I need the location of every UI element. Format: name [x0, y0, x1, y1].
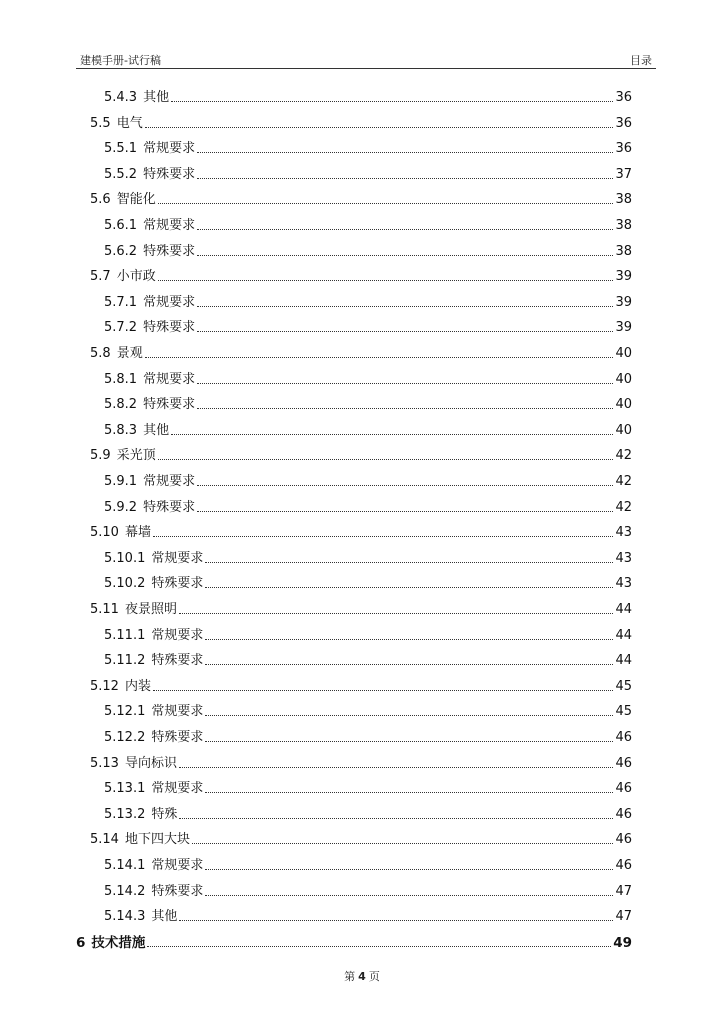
- toc-entry[interactable]: [76, 265, 632, 285]
- toc-entry-title: 采光顶: [116, 448, 156, 464]
- page-header: [76, 50, 656, 68]
- toc-dot-leader: [205, 562, 613, 563]
- toc-entry-title: 常规要求: [143, 218, 196, 233]
- toc-entry-title: 特殊要求: [143, 243, 196, 259]
- toc-entry[interactable]: [76, 598, 632, 618]
- toc-entry-number: 5.12: [90, 678, 119, 694]
- toc-entry-number: 5.8: [90, 346, 111, 361]
- footer-prefix: 第: [344, 970, 356, 983]
- toc-entry-number: 5.13: [90, 755, 119, 771]
- toc-dot-leader: [197, 485, 613, 486]
- toc-entry-number: 5.11: [90, 602, 119, 617]
- toc-dot-leader: [153, 536, 613, 537]
- toc-dot-leader: [147, 946, 611, 947]
- toc-entry-title: 特殊要求: [151, 576, 204, 592]
- toc-entry-number: 5.6: [90, 192, 111, 208]
- toc-dot-leader: [197, 306, 613, 307]
- toc-entry[interactable]: [76, 112, 632, 132]
- toc-entry-page: 46: [615, 755, 632, 771]
- toc-entry[interactable]: [76, 214, 632, 234]
- toc-entry-number: 5.12.2: [104, 730, 146, 745]
- toc-dot-leader: [197, 408, 613, 409]
- toc-dot-leader: [205, 664, 613, 665]
- toc-dot-leader: [197, 229, 613, 230]
- toc-entry-title: 夜景照明: [124, 602, 177, 617]
- page-footer: [0, 968, 724, 984]
- toc-entry-page: 43: [615, 525, 632, 541]
- toc-entry[interactable]: [76, 470, 632, 490]
- toc-entry-page: 38: [615, 192, 632, 208]
- toc-entry-number: 5.14.1: [104, 858, 146, 873]
- footer-page-number: 4: [358, 970, 366, 983]
- toc-entry-page: 43: [615, 576, 632, 592]
- toc-dot-leader: [158, 203, 614, 204]
- toc-entry[interactable]: [76, 444, 632, 464]
- toc-entry-page: 36: [615, 115, 632, 131]
- toc-entry-number: 5.6.2: [104, 243, 138, 259]
- toc-dot-leader: [205, 895, 613, 896]
- toc-dot-leader: [197, 331, 613, 332]
- toc-entry-page: 37: [615, 166, 632, 182]
- toc-entry-title: 特殊要求: [143, 320, 196, 336]
- toc-entry-page: 44: [615, 602, 632, 617]
- toc-entry[interactable]: [76, 880, 632, 900]
- toc-entry-title: 特殊: [151, 806, 178, 822]
- toc-entry-title: 导向标识: [124, 755, 177, 771]
- toc-entry-number: 5.8.1: [104, 371, 138, 387]
- toc-entry-page: 40: [615, 346, 632, 361]
- toc-entry-page: 40: [615, 422, 632, 438]
- toc-entry-title: 常规要求: [151, 704, 204, 720]
- toc-entry[interactable]: [76, 240, 632, 260]
- toc-entry-number: 5.10.1: [104, 550, 146, 566]
- toc-entry-page: 45: [615, 678, 632, 694]
- toc-dot-leader: [179, 920, 613, 921]
- toc-entry[interactable]: [76, 342, 632, 362]
- toc-entry-page: 42: [615, 474, 632, 489]
- toc-dot-leader: [192, 843, 613, 844]
- toc-entry-number: 5.14.3: [104, 909, 146, 925]
- toc-entry-number: 5.5.2: [104, 166, 138, 182]
- toc-entry-page: 46: [615, 781, 632, 797]
- toc-dot-leader: [153, 690, 613, 691]
- toc-entry-title: 特殊要求: [151, 653, 204, 669]
- toc-entry-number: 5.9.2: [104, 499, 138, 515]
- toc-entry-title: 常规要求: [151, 858, 204, 873]
- toc-entry-page: 43: [615, 550, 632, 566]
- toc-entry-page: 44: [615, 627, 632, 643]
- toc-entry-title: 常规要求: [143, 371, 196, 387]
- toc-entry-number: 5.7.2: [104, 320, 138, 336]
- toc-entry[interactable]: [76, 931, 632, 951]
- toc-entry[interactable]: [76, 496, 632, 516]
- toc-entry-title: 常规要求: [151, 781, 204, 797]
- toc-entry[interactable]: [76, 624, 632, 644]
- toc-entry-page: 46: [615, 858, 632, 873]
- toc-entry-number: 5.11.1: [104, 627, 146, 643]
- toc-dot-leader: [197, 152, 613, 153]
- toc-entry-page: 40: [615, 397, 632, 413]
- toc-entry-page: 46: [615, 806, 632, 822]
- toc-entry-page: 47: [615, 909, 632, 925]
- toc-entry-number: 5.5: [90, 115, 111, 131]
- toc-entry-title: 常规要求: [143, 474, 196, 489]
- toc-dot-leader: [179, 613, 613, 614]
- toc-entry-page: 46: [615, 832, 632, 848]
- toc-entry-title: 技术措施: [91, 934, 146, 951]
- toc-dot-leader: [197, 383, 613, 384]
- toc-entry-page: 38: [615, 243, 632, 259]
- toc-entry[interactable]: [76, 828, 632, 848]
- toc-entry-page: 36: [615, 90, 632, 105]
- toc-entry-title: 景观: [116, 346, 143, 361]
- toc-dot-leader: [205, 639, 613, 640]
- toc-entry-number: 5.7.1: [104, 294, 138, 310]
- toc-entry-page: 38: [615, 218, 632, 233]
- toc-entry[interactable]: [76, 700, 632, 720]
- toc-entry-number: 5.9: [90, 448, 111, 464]
- toc-entry-title: 常规要求: [151, 627, 204, 643]
- toc-entry-title: 幕墙: [124, 525, 151, 541]
- toc-entry-number: 5.5.1: [104, 141, 138, 157]
- toc-entry-page: 36: [615, 141, 632, 157]
- toc-entry-number: 5.8.3: [104, 422, 138, 438]
- toc-dot-leader: [179, 818, 613, 819]
- toc-entry-page: 39: [615, 294, 632, 310]
- toc-entry-number: 5.4.3: [104, 90, 138, 105]
- toc-entry-title: 常规要求: [143, 294, 196, 310]
- toc-entry-number: 5.13.1: [104, 781, 146, 797]
- toc-entry[interactable]: [76, 905, 632, 925]
- toc-entry-number: 5.7: [90, 269, 111, 285]
- toc-entry-page: 39: [615, 320, 632, 336]
- toc-entry-title: 常规要求: [143, 141, 196, 157]
- toc-entry-number: 5.14.2: [104, 883, 146, 899]
- toc-entry[interactable]: [76, 86, 632, 106]
- toc-entry[interactable]: [76, 854, 632, 874]
- toc-entry-title: 特殊要求: [143, 499, 196, 515]
- toc-entry-title: 特殊要求: [151, 883, 204, 899]
- toc-entry-number: 5.10: [90, 525, 119, 541]
- toc-entry-number: 5.9.1: [104, 474, 138, 489]
- toc-entry-number: 6: [76, 934, 86, 951]
- toc-entry-page: 45: [615, 704, 632, 720]
- header-document-title: 建模手册-试行稿: [80, 54, 161, 67]
- toc-dot-leader: [205, 715, 613, 716]
- toc-entry[interactable]: [76, 777, 632, 797]
- toc-dot-leader: [145, 127, 614, 128]
- toc-entry-title: 其他: [151, 909, 178, 925]
- header-section-title: 目录: [630, 54, 652, 67]
- toc-entry-number: 5.10.2: [104, 576, 146, 592]
- toc-entry-number: 5.8.2: [104, 397, 138, 413]
- toc-entry[interactable]: [76, 803, 632, 823]
- toc-dot-leader: [205, 587, 613, 588]
- toc-entry-title: 其他: [143, 90, 170, 105]
- toc-entry-number: 5.12.1: [104, 704, 146, 720]
- toc-entry-number: 5.14: [90, 832, 119, 848]
- toc-entry-page: 44: [615, 653, 632, 669]
- toc-entry-page: 42: [615, 499, 632, 515]
- toc-entry[interactable]: [76, 291, 632, 311]
- toc-dot-leader: [205, 741, 613, 742]
- toc-entry-page: 49: [613, 934, 632, 951]
- toc-entry-page: 39: [615, 269, 632, 285]
- toc-entry-title: 电气: [116, 115, 143, 131]
- toc-dot-leader: [171, 101, 613, 102]
- toc-entry-page: 47: [615, 883, 632, 899]
- toc-entry[interactable]: [76, 572, 632, 592]
- toc-dot-leader: [197, 511, 613, 512]
- toc-entry[interactable]: [76, 188, 632, 208]
- toc-entry[interactable]: [76, 368, 632, 388]
- header-divider: [76, 68, 656, 69]
- toc-entry-title: 内装: [124, 678, 151, 694]
- toc-entry[interactable]: [76, 521, 632, 541]
- toc-entry[interactable]: [76, 726, 632, 746]
- toc-entry-title: 特殊要求: [143, 166, 196, 182]
- toc-dot-leader: [145, 357, 614, 358]
- toc-entry-title: 常规要求: [151, 550, 204, 566]
- toc-entry[interactable]: [76, 547, 632, 567]
- toc-entry-title: 地下四大块: [124, 832, 190, 848]
- toc-entry[interactable]: [76, 675, 632, 695]
- toc-dot-leader: [197, 255, 613, 256]
- toc-entry[interactable]: [76, 419, 632, 439]
- toc-dot-leader: [179, 767, 613, 768]
- toc-dot-leader: [205, 869, 613, 870]
- toc-entry-number: 5.13.2: [104, 806, 146, 822]
- toc-entry[interactable]: [76, 752, 632, 772]
- toc-entry-number: 5.6.1: [104, 218, 138, 233]
- toc-entry[interactable]: [76, 137, 632, 157]
- toc-dot-leader: [158, 459, 614, 460]
- footer-suffix: 页: [368, 970, 380, 983]
- toc-entry-title: 特殊要求: [143, 397, 196, 413]
- toc-dot-leader: [197, 178, 613, 179]
- toc-entry-page: 42: [615, 448, 632, 464]
- toc-entry-page: 40: [615, 371, 632, 387]
- toc-dot-leader: [205, 792, 613, 793]
- toc-entry-title: 特殊要求: [151, 730, 204, 745]
- toc-entry[interactable]: [76, 316, 632, 336]
- toc-entry[interactable]: [76, 649, 632, 669]
- toc-dot-leader: [158, 280, 614, 281]
- toc-entry-title: 小市政: [116, 269, 156, 285]
- toc-entry[interactable]: [76, 163, 632, 183]
- toc-entry-title: 其他: [143, 422, 170, 438]
- toc-entry-number: 5.11.2: [104, 653, 146, 669]
- toc-dot-leader: [171, 434, 613, 435]
- toc-entry[interactable]: [76, 393, 632, 413]
- toc-entry-page: 46: [615, 730, 632, 745]
- toc-entry-title: 智能化: [116, 192, 156, 208]
